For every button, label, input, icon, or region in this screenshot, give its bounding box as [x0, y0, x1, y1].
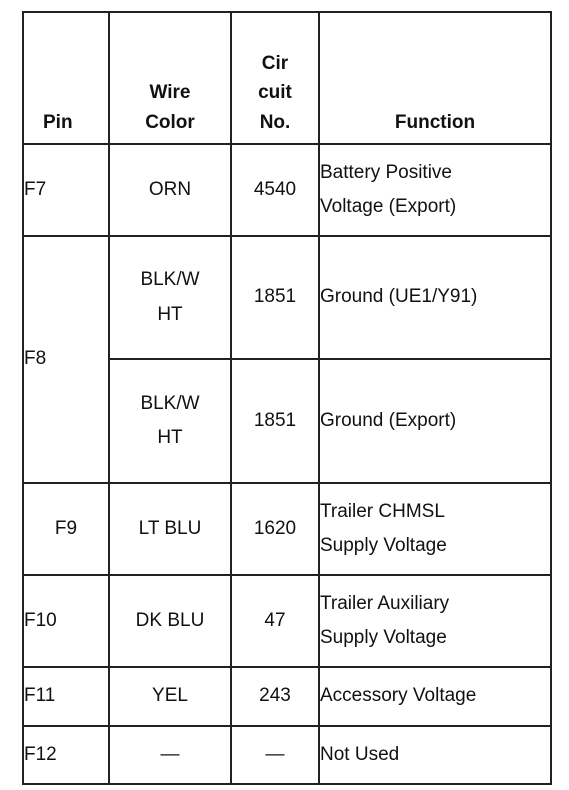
function-cell: Not Used — [319, 726, 551, 784]
header-circuit-no: Cir cuit No. — [231, 12, 319, 144]
wire-color-cell: BLK/W HT — [109, 236, 231, 359]
header-pin: Pin — [23, 12, 109, 144]
pin-cell: F8 — [23, 236, 109, 483]
table-row-f7 — [23, 144, 551, 236]
function-cell: Battery Positive Voltage (Export) — [319, 144, 551, 236]
wire-color-cell: DK BLU — [109, 575, 231, 667]
circuit-cell: 4540 — [231, 144, 319, 236]
circuit-cell: 47 — [231, 575, 319, 667]
header-wire-color: Wire Color — [109, 12, 231, 144]
function-cell: Accessory Voltage — [319, 667, 551, 726]
function-cell: Trailer Auxiliary Supply Voltage — [319, 575, 551, 667]
pin-cell: F11 — [23, 667, 109, 726]
function-cell: Ground (UE1/Y91) — [319, 236, 551, 359]
function-cell: Trailer CHMSL Supply Voltage — [319, 483, 551, 575]
circuit-cell: 1620 — [231, 483, 319, 575]
pin-cell: F10 — [23, 575, 109, 667]
connector-pinout-table — [22, 11, 552, 785]
wire-color-cell: BLK/W HT — [109, 359, 231, 483]
circuit-cell: 243 — [231, 667, 319, 726]
function-cell: Ground (Export) — [319, 359, 551, 483]
pin-cell: F12 — [23, 726, 109, 784]
header-function: Function — [319, 12, 551, 144]
table-row-f9 — [23, 483, 551, 575]
wire-color-cell: — — [109, 726, 231, 784]
circuit-cell: 1851 — [231, 236, 319, 359]
header-row — [23, 12, 551, 144]
wire-color-cell: ORN — [109, 144, 231, 236]
pin-cell: F7 — [23, 144, 109, 236]
pin-cell: F9 — [23, 483, 109, 575]
circuit-cell: — — [231, 726, 319, 784]
table-row-f12 — [23, 726, 551, 784]
table-row-f10 — [23, 575, 551, 667]
circuit-cell: 1851 — [231, 359, 319, 483]
table-row-f11 — [23, 667, 551, 726]
wire-color-cell: YEL — [109, 667, 231, 726]
table-row-f8-ue1 — [23, 236, 551, 359]
wire-color-cell: LT BLU — [109, 483, 231, 575]
